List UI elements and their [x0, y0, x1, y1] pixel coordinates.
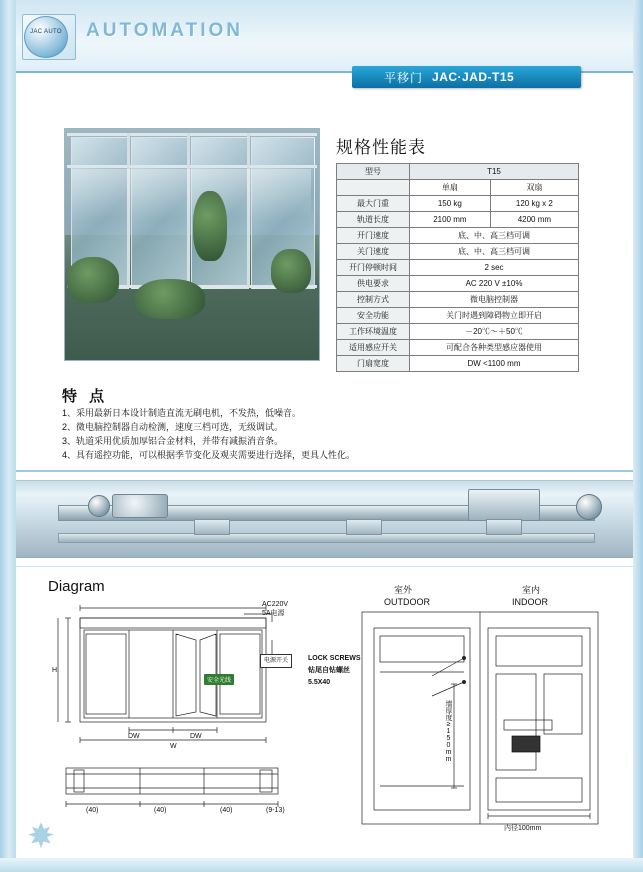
- maple-leaf-icon: [26, 820, 56, 850]
- company-logo-icon: [24, 16, 68, 58]
- spec-value-single: 2100 mm: [410, 212, 491, 228]
- bottom-dim-4: (9-13): [266, 807, 285, 814]
- table-row: [337, 196, 579, 212]
- label-indoor-cn: 室内: [522, 585, 541, 595]
- spec-label: 轨道长度: [337, 212, 410, 228]
- footer-band: [0, 858, 643, 872]
- spec-value-single: 150 kg: [410, 196, 491, 212]
- spec-value: 微电脑控制器: [410, 292, 579, 308]
- spec-value: 底、中、高三档可调: [410, 244, 579, 260]
- spec-value: －20℃～＋50℃: [410, 324, 579, 340]
- list-item: 1、采用最新日本设计制造直流无刷电机，不发热，低噪音。: [62, 408, 302, 418]
- photo-door-header: [67, 133, 317, 136]
- features-title: 特 点: [62, 388, 109, 405]
- diagram-svg: [44, 597, 616, 836]
- dim-height: H: [52, 667, 58, 674]
- spec-label: 控制方式: [337, 292, 410, 308]
- mechanism-motor: [112, 494, 168, 518]
- dim-total-width: W: [170, 743, 177, 750]
- spec-label: 门扇宽度: [337, 356, 410, 372]
- spec-value: AC 220 V ±10%: [410, 276, 579, 292]
- spec-subhead-double: 双扇: [490, 180, 578, 196]
- spec-label: 开门停顿时间: [337, 260, 410, 276]
- logo-text: JAC AUTO: [30, 29, 62, 35]
- mechanism-hanger: [486, 519, 522, 535]
- spec-value-double: 4200 mm: [490, 212, 578, 228]
- spec-label: 最大门重: [337, 196, 410, 212]
- mechanism-controller-box: [468, 489, 540, 521]
- dim-dw-left: DW: [128, 733, 140, 740]
- label-outdoor-en: OUTDOOR: [384, 597, 430, 607]
- right-decor-band: [633, 0, 643, 872]
- spec-label: 工作环境温度: [337, 324, 410, 340]
- mechanism-hanger: [346, 519, 382, 535]
- spec-table-title: 规格性能表: [336, 138, 426, 157]
- table-row: [337, 212, 579, 228]
- label-outdoor-cn: 室外: [394, 585, 413, 595]
- left-decor-band: [0, 0, 16, 872]
- table-row: [337, 180, 579, 196]
- spec-value: DW <1100 mm: [410, 356, 579, 372]
- table-row: [337, 244, 579, 260]
- table-row: [337, 276, 579, 292]
- spec-subhead-single: 单扇: [410, 180, 491, 196]
- label-wall-depth: 墙厚度≥150mm: [445, 700, 452, 763]
- table-row: [337, 356, 579, 372]
- mechanism-pulley: [88, 495, 110, 517]
- spec-col-t15: T15: [410, 164, 579, 180]
- mechanism-photo: [16, 480, 633, 558]
- model-banner-en: JAC·JAD-T15: [432, 70, 515, 84]
- spec-subhead-blank: [337, 180, 410, 196]
- label-indoor-en: INDOOR: [512, 597, 548, 607]
- photo-shrub: [67, 257, 119, 303]
- mechanism-hanger: [194, 519, 230, 535]
- list-item: 2、微电脑控制器自动检测，速度三档可选，无级调试。: [62, 422, 284, 432]
- table-row: [337, 292, 579, 308]
- list-item: 3、轨道采用优质加厚铝合金材料，并带有减振消音条。: [62, 436, 284, 446]
- table-row: [337, 164, 579, 180]
- bottom-dim-2: (40): [154, 807, 167, 814]
- brand-wordmark: AUTOMATION: [86, 20, 244, 41]
- spec-value: 2 sec: [410, 260, 579, 276]
- spec-value: 底、中、高三档可调: [410, 228, 579, 244]
- spec-label: 开门速度: [337, 228, 410, 244]
- photo-transom-rail: [67, 165, 317, 168]
- table-row: [337, 324, 579, 340]
- spec-label: 供电要求: [337, 276, 410, 292]
- product-photo: [64, 128, 320, 361]
- photo-glass-reflection: [71, 169, 311, 219]
- photo-shrub: [135, 279, 205, 319]
- table-row: [337, 340, 579, 356]
- model-banner: [352, 66, 581, 88]
- spec-value-double: 120 kg x 2: [490, 196, 578, 212]
- spec-label: 关门速度: [337, 244, 410, 260]
- bottom-dim-1: (40): [86, 807, 99, 814]
- table-row: [337, 308, 579, 324]
- label-inner-depth: 内径100mm: [504, 825, 542, 832]
- spec-value: 可配合各种类型感应器使用: [410, 340, 579, 356]
- model-banner-cn: 平移门: [384, 70, 424, 85]
- mechanism-idler-pulley: [576, 494, 602, 520]
- bottom-dim-3: (40): [220, 807, 233, 814]
- spec-label: 安全功能: [337, 308, 410, 324]
- label-power-supply: AC220V 5A电源: [262, 601, 289, 617]
- list-item: 4、具有遥控功能，可以根据季节变化及观夹需要进行选择，更具人性化。: [62, 450, 356, 460]
- photo-plant: [193, 191, 227, 261]
- spec-table: [336, 163, 579, 372]
- label-safety-beam: 安全光线: [204, 674, 234, 685]
- features-list: [62, 406, 482, 462]
- table-row: [337, 260, 579, 276]
- section-divider: [16, 470, 633, 472]
- table-row: [337, 228, 579, 244]
- label-lock-screws-size: 5.5X40: [308, 679, 331, 686]
- spec-col-model: 型号: [337, 164, 410, 180]
- label-power-switch: 电源开关: [260, 654, 292, 668]
- label-lock-screws-en: LOCK SCREWS: [308, 655, 361, 662]
- photo-shrub: [271, 249, 311, 293]
- spec-label: 适用感应开关: [337, 340, 410, 356]
- spec-value: 关门时遇到障碍物立即开启: [410, 308, 579, 324]
- diagram-title: Diagram: [48, 578, 105, 595]
- label-lock-screws-cn: 钻尾自钻螺丝: [308, 667, 350, 674]
- dim-dw-right: DW: [190, 733, 202, 740]
